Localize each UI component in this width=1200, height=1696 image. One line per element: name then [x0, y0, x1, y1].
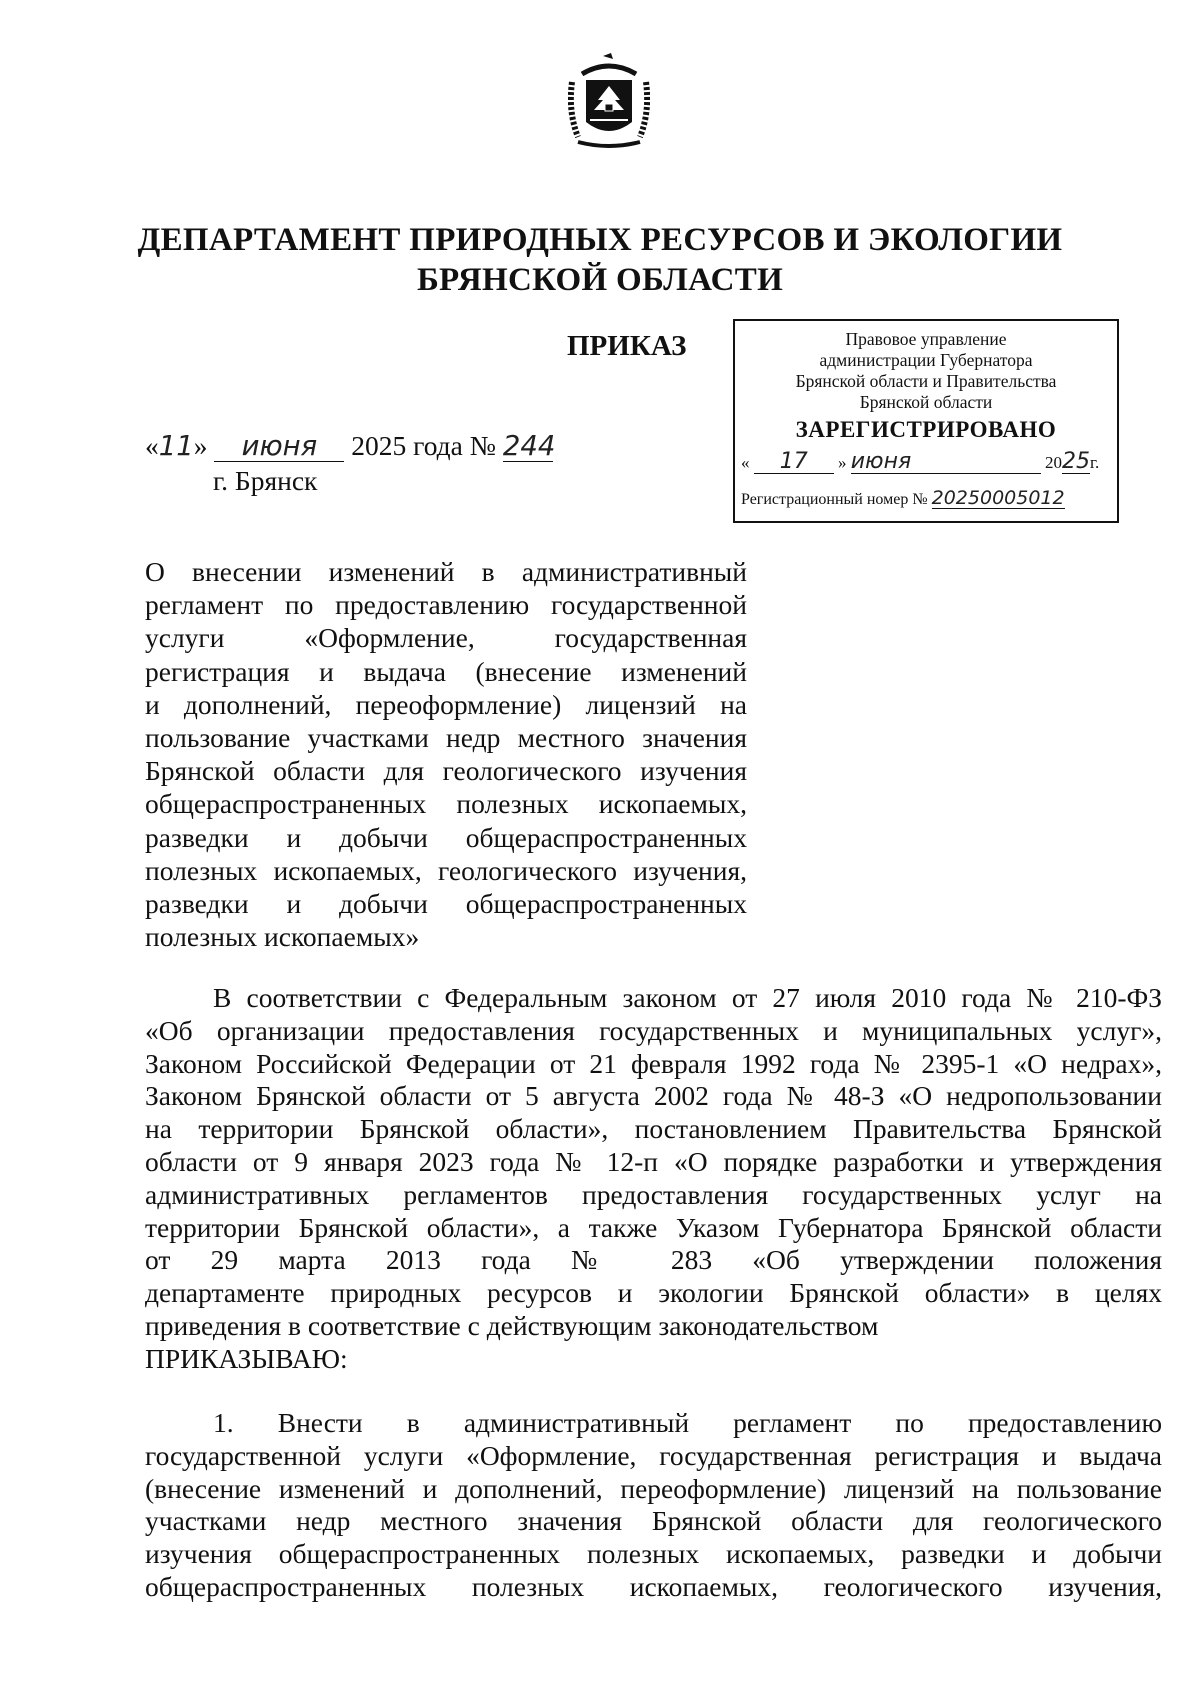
order-city: г. Брянск [213, 465, 318, 496]
text-line: разведки и добычи общераспространенных [145, 821, 747, 853]
document-type: ПРИКАЗ [567, 330, 687, 362]
text-line: ПРИКАЗЫВАЮ: [145, 1342, 348, 1374]
stamp-registered: ЗАРЕГИСТРИРОВАНО [795, 417, 1057, 442]
text-line: общераспространенных полезных ископаемых, геологического изучения, [145, 1571, 1162, 1602]
order-year: 2025 года № [351, 430, 496, 461]
stamp-year-unit: г. [1090, 453, 1100, 472]
text-line: 1. Внести в административный регламент по предоставлению [213, 1407, 1162, 1438]
stamp-day: 17 [754, 451, 834, 474]
text-line: Брянской области для геологического изучения [145, 755, 747, 787]
text-line: «Об организации предоставления государственных и муниципальных услуг», [145, 1014, 1162, 1046]
order-month: июня [214, 433, 344, 462]
coat-of-arms-emblem [568, 52, 650, 150]
order-day: 11 [158, 430, 194, 462]
stamp-line: администрации Губернатора [819, 350, 1033, 370]
text-line: полезных ископаемых, геологического изучения, [145, 854, 747, 886]
stamp-year-prefix: 20 [1045, 453, 1062, 472]
stamp-reg-label: Регистрационный номер № [741, 491, 928, 508]
text-line: изучения общераспространенных полезных ископаемых, разведки и добычи [145, 1538, 1162, 1570]
text-line: Законом Брянской области от 5 августа 2002 года № 48-З «О недропользовании [145, 1080, 1162, 1112]
text-line: на территории Брянской области», постановлением Правительства Брянской [145, 1113, 1162, 1145]
text-line: административных регламентов предоставления государственных услуг на [145, 1178, 1162, 1210]
text-line: В соответствии с Федеральным законом от 27 июля 2010 года № 210-ФЗ [213, 982, 1162, 1013]
text-line: общераспространенных полезных ископаемых, [145, 788, 747, 820]
text-line: регистрация и выдача (внесение изменений [145, 655, 747, 687]
quote: « [145, 430, 159, 461]
registration-stamp: Правовое управление администрации Губернатора Брянской области и Правительства Брянской области ЗАРЕГИСТРИРОВАНО « 17 » июня 2025г. Регистрационный номер № 20250005012 [733, 319, 1119, 523]
text-line: департаменте природных ресурсов и экологии Брянской области» в целях [145, 1277, 1162, 1309]
quote: » [193, 430, 208, 461]
text-line: полезных ископаемых» [145, 921, 420, 953]
text-line: участками недр местного значения Брянской области для геологического [145, 1505, 1162, 1537]
text-line: от 29 марта 2013 года № 283 «Об утверждении положения [145, 1244, 1162, 1276]
text-line: разведки и добычи общераспространенных [145, 888, 747, 919]
department-title-line2: БРЯНСКОЙ ОБЛАСТИ [416, 262, 784, 298]
text-line: и дополнений, переоформление) лицензий на [145, 688, 747, 720]
stamp-month: июня [851, 451, 1041, 474]
text-line: государственной услуги «Оформление, государственная регистрация и выдача [145, 1439, 1162, 1471]
text-line: территории Брянской области», а также Указом Губернатора Брянской области [145, 1211, 1162, 1243]
department-title-line1: ДЕПАРТАМЕНТ ПРИРОДНЫХ РЕСУРСОВ И ЭКОЛОГИИ [137, 222, 1063, 258]
text-line: (внесение изменений и дополнений, переоформление) лицензий на пользование [145, 1472, 1162, 1504]
text-line: регламент по предоставлению государственной [145, 589, 747, 621]
text-line: пользование участками недр местного значения [145, 722, 747, 753]
text-line: О внесении изменений в административный [145, 556, 747, 587]
text-line: услуги «Оформление, государственная [145, 622, 747, 654]
stamp-line: Брянской области [859, 392, 993, 412]
order-date-line [145, 430, 556, 462]
text-line: области от 9 января 2023 года № 12-п «О порядке разработки и утверждения [145, 1146, 1162, 1177]
stamp-year-suffix: 25 [1062, 449, 1090, 474]
order-number: 244 [502, 430, 556, 462]
text-line: Законом Российской Федерации от 21 февраля 1992 года № 2395-1 «О недрах», [145, 1047, 1162, 1079]
stamp-line: Брянской области и Правительства [795, 371, 1057, 391]
text-line: приведения в соответствие с действующим законодательством [145, 1310, 879, 1341]
stamp-line: Правовое управление [845, 329, 1007, 349]
stamp-reg-number: 20250005012 [931, 487, 1065, 509]
